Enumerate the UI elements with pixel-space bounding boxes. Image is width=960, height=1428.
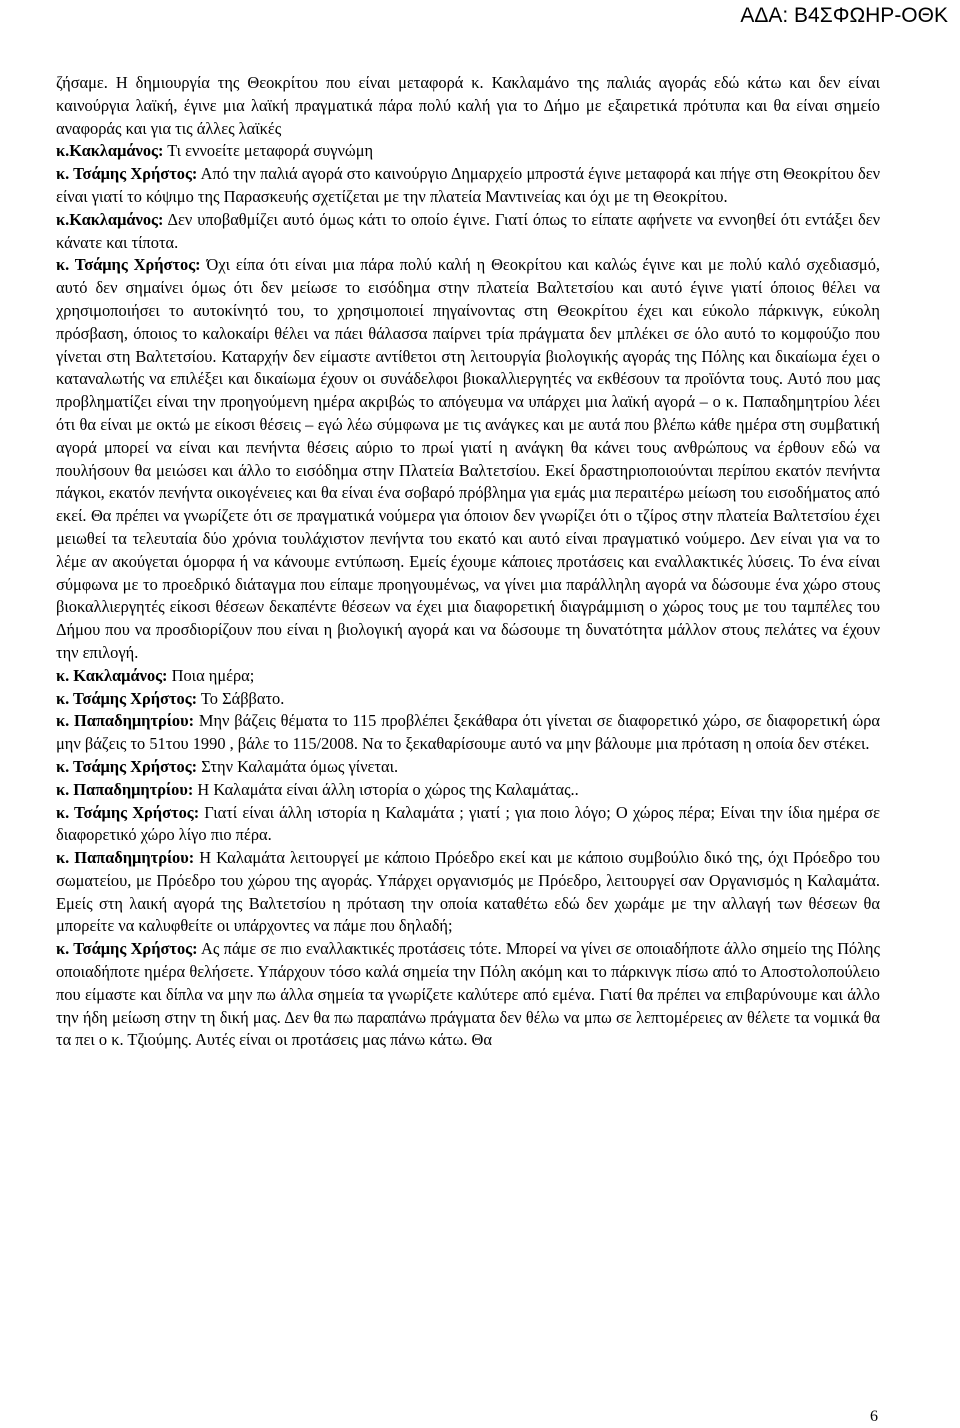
speaker-name: κ.Κακλαμάνος: xyxy=(56,141,164,161)
paragraph-text: Το Σάββατο. xyxy=(200,688,285,708)
paragraph-text: Μην βάζεις θέματα το 115 προβλέπει ξεκάθαρα ότι γίνεται σε διαφορετικό χώρο, σε διαφορετική ώρα μην βάζεις το 51του 1990 , βάλε το 115/2008. Να το ξεκαθαρίσουμε αυτό να μην βάλουμε μια πρόταση η οποία δεν στέκει. xyxy=(56,711,880,754)
paragraph-text: Τι εννοείτε μεταφορά συγνώμη xyxy=(167,141,374,161)
speaker-name: κ. Παπαδημητρίου: xyxy=(56,779,194,799)
paragraph-7 xyxy=(56,710,880,756)
paragraph-0 xyxy=(56,72,880,140)
speaker-name: κ. Τσάμης Χρήστος: xyxy=(56,802,200,822)
paragraph-11 xyxy=(56,847,880,938)
speaker-name: κ. Τσάμης Χρήστος: xyxy=(56,939,198,959)
speaker-name: κ. Τσάμης Χρήστος: xyxy=(56,164,198,184)
paragraph-8 xyxy=(56,756,880,779)
paragraph-text: Ποια ημέρα; xyxy=(171,665,255,685)
paragraph-text: Η Καλαμάτα λειτουργεί με κάποιο Πρόεδρο εκεί και με κάποιο συμβούλιο δικό της, όχι Πρόεδρο του σωματείου, με Πρόεδρο του χώρου της αγοράς. Υπάρχει οργανισμός με Πρόεδρο, λειτουργεί σαν Οργανισμός η Καλαμάτα. Εμείς στη λαική αγορά της Βαλτετσίου η πρόταση την οποία καταθέτω εδώ δεν χωράμε με την αλλαγή των θέσεων θα μπορείτε να καλυφθείτε οι υπάρχοντες να πάμε που δηλαδή; xyxy=(56,848,880,936)
speaker-name: κ. Παπαδημητρίου: xyxy=(56,848,195,868)
page-number: 6 xyxy=(870,1408,878,1425)
paragraph-5 xyxy=(56,665,880,688)
speaker-name: κ.Κακλαμάνος: xyxy=(56,209,164,229)
paragraph-text: Όχι είπα ότι είναι μια πάρα πολύ καλή η Θεοκρίτου και καλώς έγινε και με πολύ καλό σχεδιασμό, αυτό δεν σημαίνει όμως ότι δεν μείωσε το εισόδημα στην πλατεία Βαλτετσίου και αυτό έγινε γιατί όποιος θέλει να χρησιμοποιήσει το αυτοκίνητό του, το χρησιμοποιεί πηγαίνοντας στη Θεοκρίτου έχει και εύκολο πάρκινγκ, εύκολη πρόσβαση, όποιος το καλοκαίρι θέλει να πάει θάλασσα παίρνει τρία πράγματα δεν μπλέκει σε όλο αυτό το κομφούζιο που γίνεται στη Βαλτετσίου. Καταρχήν δεν είμαστε αντίθετοι στη λειτουργία βιολογικής αγοράς της Πόλης και δικαίωμα έχει ο καταναλωτής να επιλέξει και δικαίωμα έχουν οι συνάδελφοι βιοκαλλιεργητές να εκθέσουν τα προϊόντα τους. Αυτό που μας προβληματίζει είναι την προηγούμενη ημέρα ακριβώς το απόγευμα να υπάρχει μια λαϊκή αγορά – ο κ. Παπαδημητρίου λέει ότι θα είναι με οκτώ με είκοσι θέσεις – εγώ λέω σύμφωνα με τις ανάγκες και με αυτά που βλέπω κάθε ημέρα στη συμβατική αγορά μπορεί να είναι και πενήντα θέσεις αύριο το πρωί γιατί η ανάγκη θα κάνει τους ανθρώπους να έρθουν εδώ να πουλήσουν θα μειώσει και άλλο το εισόδημα στην Πλατεία Βαλτετσίου. Εκεί δραστηριοποιούνται περίπου εκατόν πενήντα πάγκοι, εκατόν πενήντα οικογένειες και θα είναι ένα σοβαρό πρόβλημα για εμάς μια περαιτέρω μείωση του εισοδήματος από εκεί. Θα πρέπει να γνωρίζετε ότι σε πραγματικά νούμερα για όποιον δεν γνωρίζει ότι ο τζίρος στην πλατεία Βαλτετσίου έχει μειωθεί τα τελευταία δύο χρόνια τουλάχιστον πενήντα του εκατό και αυτό είναι πραγματικό νούμερο. Δεν είναι για να το λέμε αν ακούγεται όμορφα ή να κάνουμε εντύπωση. Εμείς έχουμε κάποιες προτάσεις και εναλλακτικές λύσεις. Το ένα είναι σύμφωνα με το προεδρικό διάταγμα που είπαμε προηγουμένως, να γίνει μια παράλληλη αγορά να δώσουμε ένα χώρο στους βιοκαλλιεργητές είκοσι θέσεων δεκαπέντε θέσεων να έχει μια διαφορετική διαγράμμιση ο χώρος τους με του ταμπέλες του Δήμου που να προσδιορίζουν που είναι η βιολογική αγορά και να δώσουμε τη δυνατότητα μάλλον στους πελάτες να έχουν την επιλογή. xyxy=(56,255,881,662)
speaker-name: κ. Τσάμης Χρήστος: xyxy=(56,688,198,708)
paragraph-3 xyxy=(56,209,880,255)
paragraph-text: Ας πάμε σε πιο εναλλακτικές προτάσεις τότε. Μπορεί να γίνει σε οποιαδήποτε άλλο σημείο της Πόλης οποιαδήποτε ημέρα θελήσετε. Υπάρχουν τόσο καλά σημεία την Πόλη ακόμη και το πάρκινγκ πίσω από το Αποστολοπούλειο που είμαστε και δίπλα να μην πω άλλα σημεία τα γνωρίζετε καλύτερε από εμένα. Γιατί θα πρέπει να επιβαρύνουμε και άλλο την ήδη μείωση στην τη δική μας. Δεν θα πω παραπάνω πράγματα δεν θέλω να μπω σε λεπτομέρειες αν θέλετε τα νομικά θα τα πει ο κ. Τζιούμης. Αυτές είναι οι προτάσεις μας πάνω κάτω. Θα xyxy=(56,939,880,1050)
paragraph-2 xyxy=(56,163,880,209)
paragraph-10 xyxy=(56,802,880,848)
paragraph-text: ζήσαμε. Η δημιουργία της Θεοκρίτου που είναι μεταφορά κ. Κακλαμάνο της παλιάς αγοράς εδώ κάτω και δεν είναι καινούργια λαϊκή, έγινε μια λαϊκή πραγματικά πάρα πολύ καλή για το Δήμο με εξαιρετικά πρότυπα και θα είναι σημείο αναφοράς και για τις άλλες λαϊκές xyxy=(56,73,880,138)
paragraph-6 xyxy=(56,688,880,711)
paragraph-4 xyxy=(56,254,880,664)
speaker-name: κ. Παπαδημητρίου: xyxy=(56,711,195,731)
paragraph-text: Από την παλιά αγορά στο καινούργιο Δημαρχείο μπροστά έγινε μεταφορά και πήγε στη Θεοκρίτου δεν είναι γιατί το κόψιμο της Παρασκευής σχετίζεται με την πλατεία Μαντινείας και όχι με τη Θεοκρίτου. xyxy=(56,164,881,206)
paragraph-12 xyxy=(56,938,880,1052)
document-code: ΑΔΑ: Β4ΣΦΩΗΡ-ΟΘΚ xyxy=(740,4,948,27)
document-body xyxy=(56,72,880,1052)
speaker-name: κ. Τσάμης Χρήστος: xyxy=(56,756,198,776)
speaker-name: κ. Κακλαμάνος: xyxy=(56,665,168,685)
paragraph-text: Η Καλαμάτα είναι άλλη ιστορία ο χώρος της Καλαμάτας.. xyxy=(197,779,579,799)
paragraph-1 xyxy=(56,140,880,163)
speaker-name: κ. Τσάμης Χρήστος: xyxy=(56,255,201,275)
paragraph-text: Δεν υποβαθμίζει αυτό όμως κάτι το οποίο έγινε. Γιατί όπως το είπατε αφήνετε να εννοηθεί ότι εντάξει δεν κάνατε και τίποτα. xyxy=(56,209,880,252)
paragraph-text: Στην Καλαμάτα όμως γίνεται. xyxy=(201,756,399,776)
paragraph-9 xyxy=(56,779,880,802)
paragraph-text: Γιατί είναι άλλη ιστορία η Καλαμάτα ; γιατί ; για ποιο λόγο; Ο χώρος πέρα; Είναι την ίδια ημέρα σε διαφορετικό χώρο λίγο πιο πέρα. xyxy=(56,802,880,845)
